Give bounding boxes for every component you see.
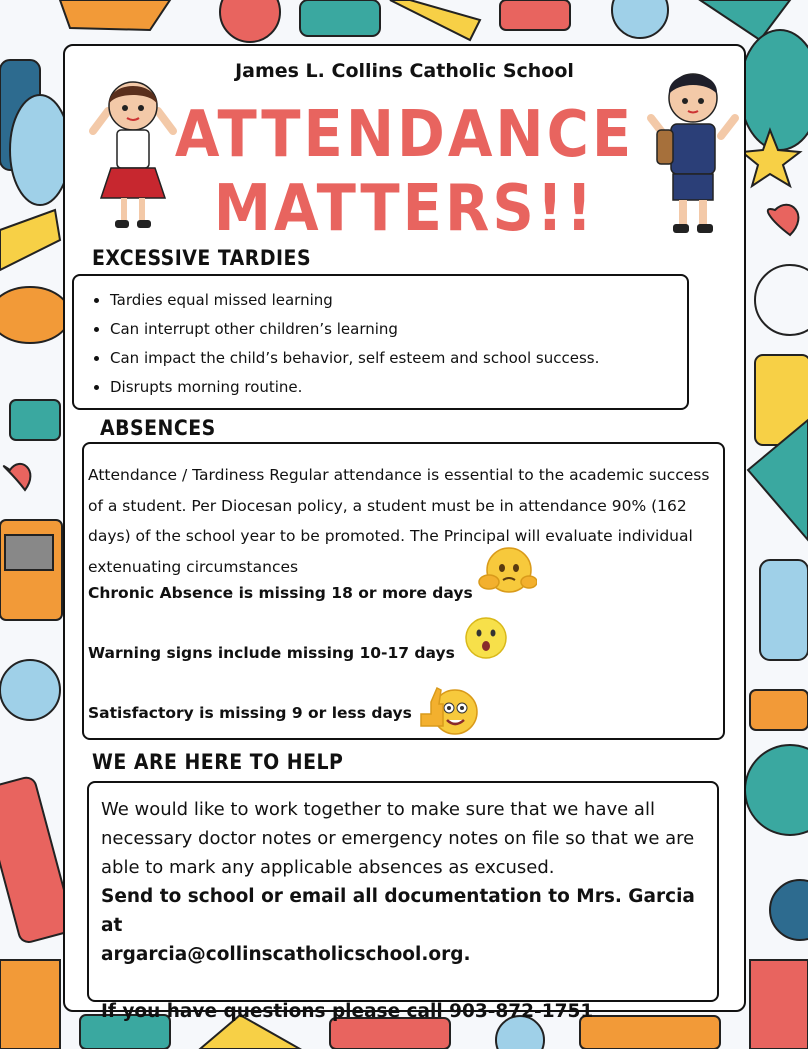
list-item: • Disrupts morning routine.: [110, 373, 687, 402]
help-box: [87, 781, 719, 1022]
thumbs-up-face-icon: [417, 680, 481, 740]
questions-phone-text: If you have questions please call 903-872-1751: [101, 1001, 594, 1022]
satisfactory-text: Satisfactory is missing 9 or less days: [88, 704, 412, 722]
boy-student-illustration: [643, 68, 743, 248]
send-documentation-text: Send to school or email all documentation to Mrs. Garcia at: [101, 886, 695, 936]
tardies-list: [74, 276, 687, 402]
list-item: • Can impact the child’s behavior, self esteem and school success.: [110, 344, 687, 373]
title-line-2: MATTERS!!: [213, 172, 596, 246]
warning-signs-text: Warning signs include missing 10-17 days: [88, 644, 455, 662]
chronic-absence-text: Chronic Absence is missing 18 or more days: [88, 584, 473, 602]
worried-face-icon: [477, 544, 537, 596]
help-heading: WE ARE HERE TO HELP: [92, 750, 344, 774]
absences-heading: ABSENCES: [100, 416, 216, 440]
contact-email[interactable]: argarcia@collinscatholicschool.org.: [101, 944, 471, 965]
title-line-1: ATTENDANCE: [174, 98, 635, 172]
help-paragraph: We would like to work together to make sure that we have all necessary doctor notes or emergency notes on file so that we are able to mark any applicable absences as excused.: [101, 799, 695, 878]
list-item: • Tardies equal missed learning: [110, 286, 687, 315]
absences-box: [82, 442, 725, 740]
tardies-box: [72, 274, 689, 410]
list-item: • Can interrupt other children’s learning: [110, 315, 687, 344]
girl-student-illustration: [83, 76, 183, 236]
tardies-heading: EXCESSIVE TARDIES: [92, 246, 312, 270]
flyer-card: [63, 44, 746, 1022]
school-name: James L. Collins Catholic School: [235, 60, 574, 82]
absences-paragraph: Attendance / Tardiness Regular attendance is essential to the academic success of a student. Per Diocesan policy, a student must be in attendance 90% (162 days) of the school year to be promoted. The Principal will evaluate individual extenuating circumstances: [88, 466, 710, 576]
surprised-face-icon: [464, 616, 508, 660]
